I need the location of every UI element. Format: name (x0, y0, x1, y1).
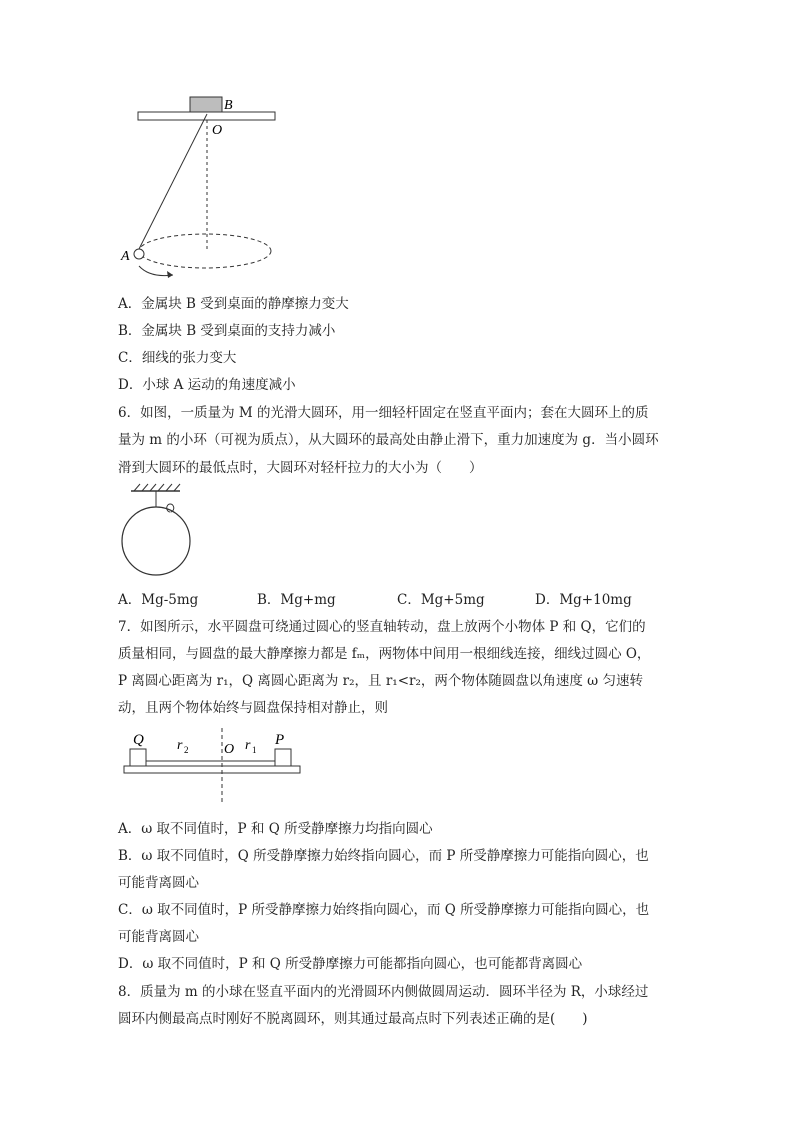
q7-stem-line-4: 动，且两个物体始终与圆盘保持相对静止，则 (118, 700, 388, 716)
q5-option-d: D．小球 A 运动的角速度减小 (118, 377, 296, 393)
label-r2-sub: 2 (184, 745, 189, 755)
figure-conical-pendulum (115, 88, 285, 280)
label-q: Q (133, 732, 144, 748)
large-ring (122, 507, 190, 575)
string-line (138, 114, 207, 251)
q6-stem-line-2: 量为 m 的小环（可视为质点），从大圆环的最高处由静止滑下，重力加速度为 g．当小圆环 (118, 432, 659, 448)
q6-option-a: A．Mg-5mg (118, 592, 199, 608)
q8-stem-line-2: 圆环内侧最高点时刚好不脱离圆环，则其通过最高点时下列表述正确的是( ) (118, 1011, 588, 1027)
circular-path-ellipse (139, 234, 271, 268)
label-r1-sub: 1 (252, 745, 257, 755)
q7-stem-line-3: P 离圆心距离为 r₁，Q 离圆心距离为 r₂，且 r₁<r₂，两个物体随圆盘以角速度 ω 匀速转 (118, 673, 643, 689)
q6-option-d: D．Mg+10mg (535, 592, 632, 608)
q6-stem-line-1: 6．如图，一质量为 M 的光滑大圆环，用一细轻杆固定在竖直平面内；套在大圆环上的质 (118, 405, 649, 421)
label-r2: r (177, 738, 183, 753)
q7-stem-line-2: 质量相同，与圆盘的最大静摩擦力都是 fₘ，两物体中间用一根细线连接，细线过圆心 O， (118, 646, 651, 662)
q6-stem-line-3: 滑到大圆环的最低点时，大圆环对轻杆拉力的大小为（ ） (118, 460, 483, 476)
q7-option-b: B．ω 取不同值时，Q 所受静摩擦力始终指向圆心，而 P 所受静摩擦力可能指向圆心，也 (118, 848, 649, 864)
metal-block-b (190, 97, 222, 112)
label-r1: r (245, 738, 251, 753)
ceiling-hatch (134, 484, 180, 491)
q6-option-c: C．Mg+5mg (397, 592, 485, 608)
q5-option-c: C．细线的张力变大 (118, 350, 237, 366)
label-p: P (275, 732, 285, 748)
disc-plate (124, 766, 300, 773)
label-b: B (224, 98, 233, 113)
q8-stem-line-1: 8．质量为 m 的小球在竖直平面内的光滑圆环内侧做圆周运动．圆环半径为 R，小球经过 (118, 984, 649, 1000)
figure-hanging-ring (120, 482, 200, 576)
q7-option-c-cont: 可能背离圆心 (118, 929, 199, 945)
label-o: O (224, 742, 235, 757)
q7-option-c: C．ω 取不同值时，P 所受静摩擦力始终指向圆心，而 Q 所受静摩擦力可能指向圆心，也 (118, 902, 650, 918)
q7-stem-line-1: 7．如图所示，水平圆盘可绕通过圆心的竖直轴转动，盘上放两个小物体 P 和 Q，它们的 (118, 619, 646, 635)
block-p (275, 749, 291, 766)
q7-option-d: D．ω 取不同值时，P 和 Q 所受静摩擦力可能都指向圆心，也可能都背离圆心 (118, 956, 583, 972)
label-o: O (212, 123, 223, 138)
label-a: A (121, 249, 130, 264)
q6-option-b: B．Mg+mg (257, 592, 336, 608)
ball-a (134, 249, 144, 259)
block-q (130, 749, 146, 766)
figure-rotating-disc (118, 722, 308, 804)
small-ring (167, 504, 174, 512)
q5-option-b: B．金属块 B 受到桌面的支持力减小 (118, 323, 336, 339)
q7-option-b-cont: 可能背离圆心 (118, 875, 199, 891)
q5-option-a: A．金属块 B 受到桌面的静摩擦力变大 (118, 296, 349, 312)
arrow-head-icon (167, 271, 173, 278)
q7-option-a: A．ω 取不同值时，P 和 Q 所受静摩擦力均指向圆心 (118, 821, 433, 837)
